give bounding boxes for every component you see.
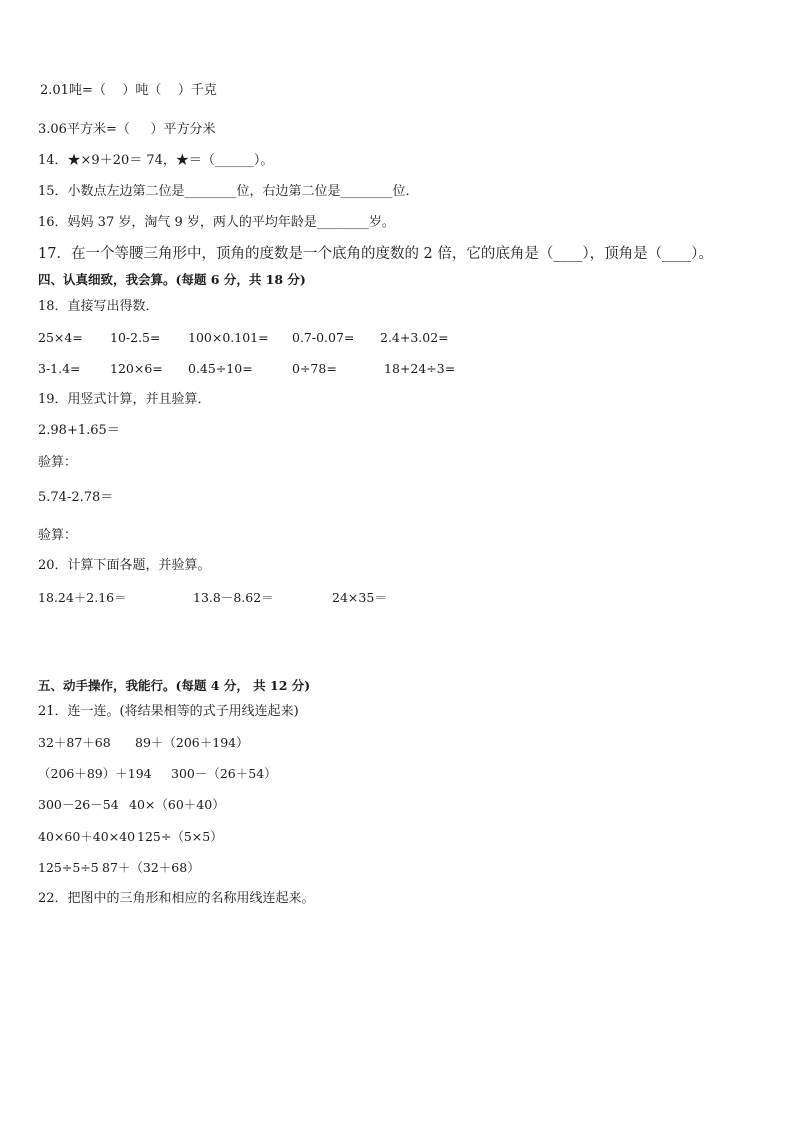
q18-row2-item: 3-1.4= [38, 361, 81, 376]
q21-left-item: 125÷5÷5 [38, 860, 99, 875]
q21-right-item: 40×（60＋40） [129, 797, 225, 812]
q21-left-item: 300－26－54 [38, 797, 119, 812]
q21-left-item: （206＋89）＋194 [38, 766, 152, 781]
question-17: 17．在一个等腰三角形中，顶角的度数是一个底角的度数的 2 倍，它的底角是（____），顶角是（____）。 [38, 246, 713, 262]
q20-item: 18.24＋2.16＝ [38, 590, 127, 605]
q18-row1-item: 100×0.101= [188, 330, 269, 345]
question-19: 19．用竖式计算，并且验算． [38, 392, 211, 407]
q20-item: 13.8－8.62＝ [193, 590, 274, 605]
section-5-heading: 五、动手操作，我能行。(每题 4 分， 共 12 分) [38, 678, 311, 693]
q18-row2-item: 0÷78= [292, 361, 337, 376]
q18-row2-item: 120×6= [110, 361, 163, 376]
question-14: 14．★×9＋20＝ 74，★＝（______）。 [38, 153, 274, 168]
q18-row1-item: 0.7-0.07= [292, 330, 355, 345]
q21-right-item: 87＋（32＋68） [102, 860, 200, 875]
section-4-heading: 四、认真细致，我会算。(每题 6 分，共 18 分) [38, 272, 306, 287]
question-18: 18．直接写出得数． [38, 299, 159, 314]
q18-row1-item: 2.4+3.02= [380, 330, 449, 345]
q21-right-item: 300－（26＋54） [171, 766, 277, 781]
q18-row2-item: 18+24÷3= [384, 361, 456, 376]
question-15: 15．小数点左边第二位是________位，右边第二位是________位． [38, 184, 419, 199]
l-conv1: 2.01吨=（ ）吨（ ）千克 [40, 83, 217, 98]
q21-right-item: 89＋（206＋194） [135, 735, 249, 750]
question-22: 22．把图中的三角形和相应的名称用线连起来。 [38, 891, 315, 906]
q18-row1-item: 10-2.5= [110, 330, 161, 345]
q19-problem-b: 5.74-2.78＝ [38, 490, 114, 505]
question-21: 21．连一连。(将结果相等的式子用线连起来) [38, 704, 299, 719]
q19-problem-a: 2.98+1.65＝ [38, 423, 120, 438]
check-label-1: 验算： [38, 455, 78, 470]
q20-item: 24×35＝ [332, 590, 387, 605]
l-conv2: 3.06平方米=（ ）平方分米 [38, 122, 216, 137]
check-label-2: 验算： [38, 528, 78, 543]
q21-left-item: 32＋87＋68 [38, 735, 111, 750]
q18-row1-item: 25×4= [38, 330, 83, 345]
q21-right-item: 125÷（5×5） [137, 829, 223, 844]
q21-left-item: 40×60＋40×40 [38, 829, 136, 844]
question-16: 16．妈妈 37 岁，淘气 9 岁，两人的平均年龄是________岁。 [38, 215, 395, 230]
question-20: 20．计算下面各题，并验算。 [38, 558, 211, 573]
q18-row2-item: 0.45÷10= [188, 361, 253, 376]
